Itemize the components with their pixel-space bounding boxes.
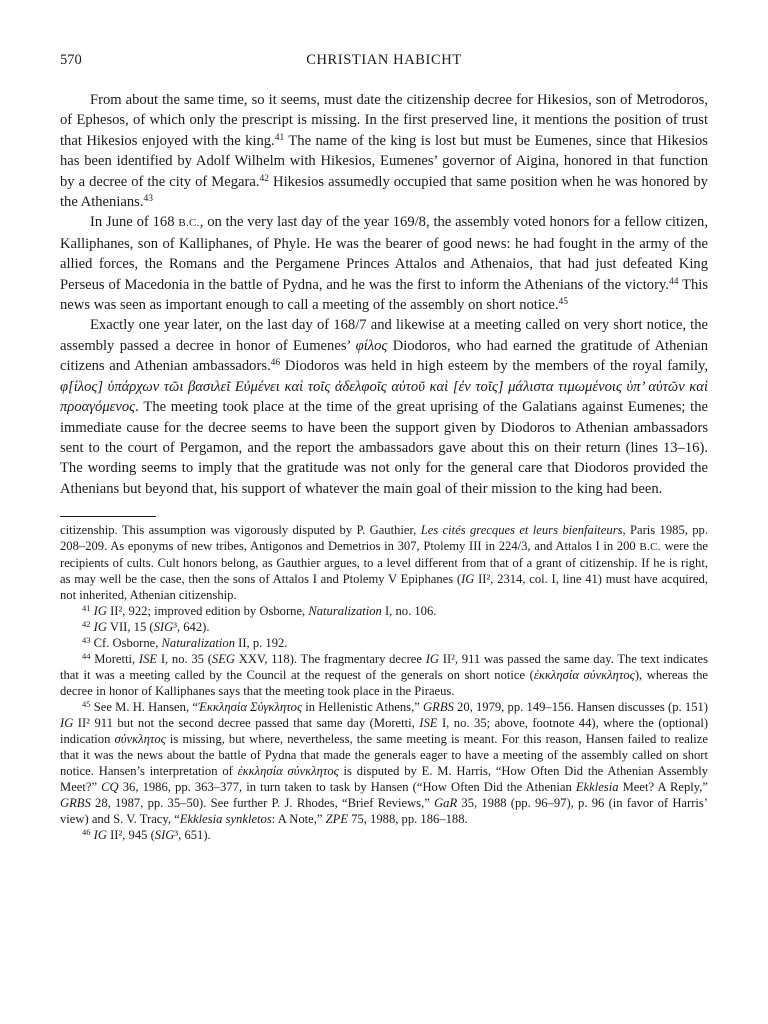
- footnote-43: $^{43}$ Cf. Osborne, Naturalization II, p. 192.: [82, 635, 288, 651]
- footnote-41: $^{41}$ IG II², 922; improved edition by Osborne, Naturalization I, no. 106.: [82, 603, 437, 619]
- footnote-45: $^{45}$ See M. H. Hansen, “Ἐκκλησία Σύγκλητος in Hellenistic Athens,” GRBS 20, 1979, pp. 149–156. Hansen discusses (p. 151) IG II² 911 but not the second decree passed that same day (Moretti, ISE I, no. 35; above, footnote 44), where the (optional) indication σύνκλητος is missing, but where, nevertheless, the same meeting is meant. For this reason, Hansen failed to realize that it was the news about the battle of Pydna that made the generals eager to have a meeting of the assembly called on short notice. Hansen’s interpretation of ἐκκλησία σύνκλητος is disputed by E. M. Harris, “How Often Did the Athenian Assembly Meet?” CQ 36, 1986, pp. 363–377, in turn taken to task by Hansen (“How Often Did the Athenian Ekklesia Meet? A Reply,” GRBS 28, 1987, pp. 35–50). See further P. J. Rhodes, “Brief Reviews,” GaR 35, 1988 (pp. 96–97), p. 96 (in favor of Harris’ view) and S. V. Tracy, “Ekklesia synkletos: A Note,” ZPE 75, 1988, pp. 186–188.: [60, 699, 709, 827]
- greek-quotation: φ[ίλος] ὑπάρχων τῶι βασιλεῖ Εὐμένει καὶ τοῖς ἀδελφοῖς αὐτοῦ καὶ [ἐν τοῖς] μάλιστα τιμωμένοις ὑπ’ αὐτῶν καὶ προαγόμενος: [60, 378, 708, 416]
- running-title: CHRISTIAN HABICHT: [306, 52, 462, 68]
- footnote-ref-41[interactable]: 41: [274, 132, 285, 143]
- footnote-ref-42[interactable]: 42: [259, 173, 270, 184]
- footnote-46: $^{46}$ IG II², 945 (SIG³, 651).: [82, 827, 211, 843]
- journal-page: [60, 52, 708, 843]
- running-head: [60, 52, 708, 74]
- body-text: [60, 90, 708, 499]
- paragraph-hikesios: From about the same time, so it seems, must date the citizenship decree for Hikesios, son of Metrodoros, of Ephesos, of which only the prescript is missing. In the first preserved line, it mentions the position of trust that Hikesios enjoyed with the king.$^{41}$ The name of the king is lost but must be Eumenes, since that Hikesios has been identified by Adolf Wilhelm with Hikesios, Eumenes’ governor of Aigina, honored in that function by a decree of the city of Megara.$^{42}$ Hikesios assumedly occupied that same position when he was honored by the Athenians.$^{43}$: [60, 92, 708, 211]
- footnote-continued: citizenship. This assumption was vigorously disputed by P. Gauthier, Les cités grecques et leurs bienfaiteurs, Paris 1985, pp. 208–209. As eponyms of new tribes, Antigonos and Demetrios in 307, Ptolemy III in 224/3, and Attalos I in 200 B.C. were the recipients of cults. Cult honors belong, as Gauthier argues, to a level different from that of a grant of citizenship. If he is right, as may well be the case, then the sons of Attalos I and Ptolemy V Epiphanes (IG II², 2314, col. I, line 41) must have acquired, not inherited, Athenian citizenship.: [60, 523, 708, 603]
- footnotes: [60, 522, 708, 843]
- paragraph-kalliphanes: In June of 168 B.C., on the very last day of the year 169/8, the assembly voted honors for a fellow citizen, Kalliphanes, son of Kalliphanes, of Phyle. He was the bearer of good news: he had fought in the army of the allied forces, the Romans and the Pergamene Princes Attalos and Athenaios, that had just defeated King Perseus of Macedonia in the battle of Pydna, and he was the first to inform the Athenians of the victory.$^{44}$ This news was seen as important enough to call a meeting of the assembly on short notice.$^{45}$: [60, 214, 708, 314]
- paragraph-diodoros: Exactly one year later, on the last day of 168/7 and likewise at a meeting called on very short notice, the assembly passed a decree in honor of Eumenes’ φίλος Diodoros, who had earned the gratitude of Athenian citizens and Athenian ambassadors.$^{46}$ Diodoros was held in high esteem by the members of the royal family, φ[ίλος] ὑπάρχων τῶι βασιλεῖ Εὐμένει καὶ τοῖς ἀδελφοῖς αὐτοῦ καὶ [ἐν τοῖς] μάλιστα τιμωμένοις ὑπ’ αὐτῶν καὶ προαγόμενος. The meeting took place at the time of the great uprising of the Galatians against Eumenes; the immediate cause for the decree seems to have been the support given by Diodoros to Athenian ambassadors sent to the court of Pergamon, and the report the ambassadors gave about this on their return (lines 13–16). The wording seems to imply that the gratitude was not only for the general care that Diodoros provided the Athenians but beyond that, his support of whatever the main goal of their mission to the king had been.: [60, 317, 708, 497]
- footnote-ref-43[interactable]: 43: [143, 194, 153, 205]
- footnote-ref-44[interactable]: 44: [668, 276, 679, 287]
- footnote-divider: [60, 516, 156, 517]
- greek-phrase: φίλος: [355, 337, 388, 354]
- footnote-44: $^{44}$ Moretti, ISE I, no. 35 (SEG XXV, 118). The fragmentary decree IG II², 911 was passed the same day. The text indicates that it was a meeting called by the Council at the request of the generals on short notice (ἐκκλησία σύνκλητος), whereas the decree in honor of Kalliphanes says that the meeting took place in the Piraeus.: [60, 651, 709, 699]
- footnote-ref-46[interactable]: 46: [270, 358, 281, 369]
- page-number: 570: [60, 52, 82, 68]
- footnote-ref-45[interactable]: 45: [558, 297, 568, 308]
- footnote-42: $^{42}$ IG VII, 15 (SIG³, 642).: [82, 619, 210, 635]
